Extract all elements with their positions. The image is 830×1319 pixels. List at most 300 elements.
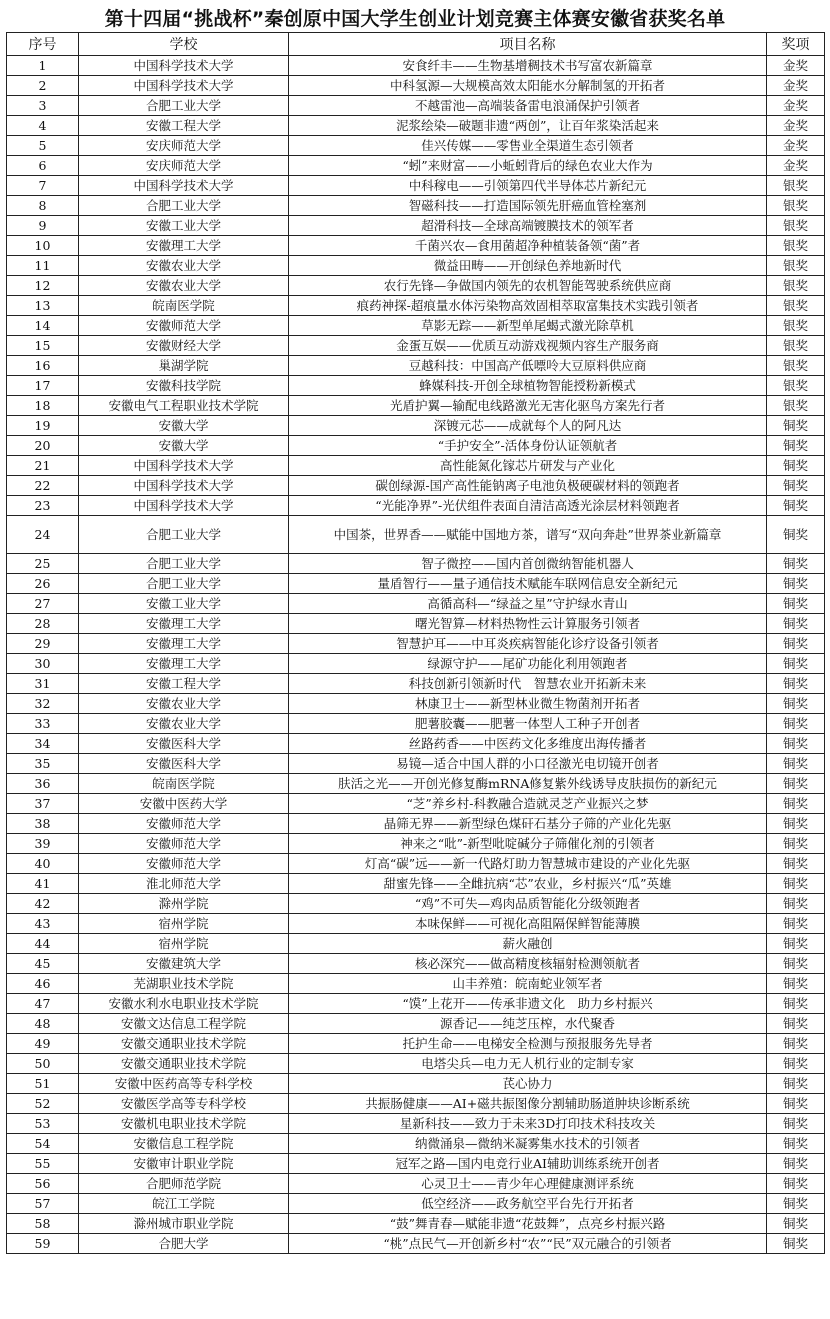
row-school-cell: 中国科学技术大学 <box>79 56 289 76</box>
row-project-cell: 托护生命——电梯安全检测与预报服务先导者 <box>289 1034 767 1054</box>
row-no-cell: 36 <box>7 774 79 794</box>
row-no-cell: 11 <box>7 256 79 276</box>
row-project-cell: 泥浆绘染—破题非遗“两创”，让百年浆染活起来 <box>289 116 767 136</box>
row-school-cell: 安徽水利水电职业技术学院 <box>79 994 289 1014</box>
row-project-cell: 佳兴传媒——零售业全渠道生态引领者 <box>289 136 767 156</box>
table-row <box>7 1134 825 1154</box>
row-school-cell: 皖南医学院 <box>79 774 289 794</box>
row-award-cell: 铜奖 <box>767 1134 825 1154</box>
row-school-cell: 安徽医科大学 <box>79 754 289 774</box>
table-row <box>7 196 825 216</box>
row-no-cell: 41 <box>7 874 79 894</box>
row-award-cell: 金奖 <box>767 136 825 156</box>
row-project-cell: 丝路药香——中医药文化多维度出海传播者 <box>289 734 767 754</box>
row-school-cell: 安徽工业大学 <box>79 216 289 236</box>
row-no-cell: 42 <box>7 894 79 914</box>
row-award-cell: 铜奖 <box>767 914 825 934</box>
row-no-cell: 13 <box>7 296 79 316</box>
row-project-cell: 高性能氮化镓芯片研发与产业化 <box>289 456 767 476</box>
row-school-cell: 安徽工程大学 <box>79 116 289 136</box>
row-project-cell: 冠军之路—国内电竞行业AI辅助训练系统开创者 <box>289 1154 767 1174</box>
row-school-cell: 安徽农业大学 <box>79 276 289 296</box>
table-row <box>7 674 825 694</box>
table-body <box>7 56 825 1254</box>
row-school-cell: 安徽工程大学 <box>79 674 289 694</box>
table-row <box>7 76 825 96</box>
row-project-cell: 科技创新引领新时代 智慧农业开拓新未来 <box>289 674 767 694</box>
table-row <box>7 714 825 734</box>
row-project-cell: 农行先锋—争做国内领先的农机智能驾驶系统供应商 <box>289 276 767 296</box>
row-project-cell: 智慧护耳——中耳炎疾病智能化诊疗设备引领者 <box>289 634 767 654</box>
row-project-cell: 芪心协力 <box>289 1074 767 1094</box>
row-no-cell: 35 <box>7 754 79 774</box>
table-row <box>7 614 825 634</box>
table-row <box>7 694 825 714</box>
row-project-cell: 星新科技——致力于未来3D打印技术科技攻关 <box>289 1114 767 1134</box>
row-school-cell: 合肥工业大学 <box>79 574 289 594</box>
table-row <box>7 1194 825 1214</box>
table-row <box>7 136 825 156</box>
table-row <box>7 654 825 674</box>
row-award-cell: 铜奖 <box>767 934 825 954</box>
table-row <box>7 834 825 854</box>
table-row <box>7 296 825 316</box>
row-no-cell: 22 <box>7 476 79 496</box>
row-no-cell: 38 <box>7 814 79 834</box>
table-row <box>7 974 825 994</box>
row-award-cell: 铜奖 <box>767 436 825 456</box>
row-award-cell: 铜奖 <box>767 874 825 894</box>
row-award-cell: 金奖 <box>767 96 825 116</box>
row-no-cell: 6 <box>7 156 79 176</box>
row-no-cell: 32 <box>7 694 79 714</box>
row-award-cell: 金奖 <box>767 76 825 96</box>
row-award-cell: 铜奖 <box>767 754 825 774</box>
row-no-cell: 8 <box>7 196 79 216</box>
row-project-cell: 金蛋互娱——优质互动游戏视频内容生产服务商 <box>289 336 767 356</box>
table-row <box>7 574 825 594</box>
row-school-cell: 安徽理工大学 <box>79 236 289 256</box>
row-project-cell: “手护安全”-活体身份认证领航者 <box>289 436 767 456</box>
row-award-cell: 银奖 <box>767 236 825 256</box>
table-row <box>7 734 825 754</box>
row-project-cell: 微益田畴——开创绿色养地新时代 <box>289 256 767 276</box>
table-row <box>7 1034 825 1054</box>
row-school-cell: 安徽师范大学 <box>79 316 289 336</box>
row-no-cell: 18 <box>7 396 79 416</box>
row-award-cell: 铜奖 <box>767 1194 825 1214</box>
row-project-cell: 智磁科技——打造国际领先肝癌血管栓塞剂 <box>289 196 767 216</box>
row-award-cell: 铜奖 <box>767 854 825 874</box>
row-project-cell: 光盾护翼—输配电线路激光无害化驱鸟方案先行者 <box>289 396 767 416</box>
row-no-cell: 34 <box>7 734 79 754</box>
row-school-cell: 滁州城市职业学院 <box>79 1214 289 1234</box>
row-no-cell: 4 <box>7 116 79 136</box>
row-project-cell: 薪火融创 <box>289 934 767 954</box>
table-row <box>7 774 825 794</box>
table-row <box>7 794 825 814</box>
row-award-cell: 铜奖 <box>767 734 825 754</box>
row-school-cell: 安徽交通职业技术学院 <box>79 1054 289 1074</box>
row-school-cell: 巢湖学院 <box>79 356 289 376</box>
row-no-cell: 30 <box>7 654 79 674</box>
row-no-cell: 49 <box>7 1034 79 1054</box>
table-row <box>7 176 825 196</box>
row-project-cell: 低空经济——政务航空平台先行开拓者 <box>289 1194 767 1214</box>
row-project-cell: “蚓”来财富——小蚯蚓背后的绿色农业大作为 <box>289 156 767 176</box>
row-no-cell: 55 <box>7 1154 79 1174</box>
row-no-cell: 25 <box>7 554 79 574</box>
row-no-cell: 28 <box>7 614 79 634</box>
row-school-cell: 安徽师范大学 <box>79 834 289 854</box>
row-school-cell: 宿州学院 <box>79 914 289 934</box>
row-school-cell: 安徽机电职业技术学院 <box>79 1114 289 1134</box>
row-no-cell: 29 <box>7 634 79 654</box>
row-project-cell: 肤活之光——开创光修复酶mRNA修复紫外线诱导皮肤损伤的新纪元 <box>289 774 767 794</box>
row-award-cell: 银奖 <box>767 376 825 396</box>
table-row <box>7 1114 825 1134</box>
row-award-cell: 银奖 <box>767 256 825 276</box>
row-school-cell: 芜湖职业技术学院 <box>79 974 289 994</box>
row-school-cell: 安徽医科大学 <box>79 734 289 754</box>
row-no-cell: 2 <box>7 76 79 96</box>
table-row <box>7 476 825 496</box>
row-award-cell: 铜奖 <box>767 554 825 574</box>
row-no-cell: 26 <box>7 574 79 594</box>
row-school-cell: 安徽科技学院 <box>79 376 289 396</box>
row-project-cell: “鼓”舞青春—赋能非遗“花鼓舞”，点亮乡村振兴路 <box>289 1214 767 1234</box>
row-school-cell: 安徽理工大学 <box>79 634 289 654</box>
row-project-cell: 源香记——纯芝压榨，水代聚香 <box>289 1014 767 1034</box>
row-no-cell: 57 <box>7 1194 79 1214</box>
row-award-cell: 铜奖 <box>767 694 825 714</box>
row-award-cell: 铜奖 <box>767 794 825 814</box>
row-project-cell: “鸡”不可失—鸡肉品质智能化分级领跑者 <box>289 894 767 914</box>
row-project-cell: 豆越科技：中国高产低嘌呤大豆原料供应商 <box>289 356 767 376</box>
row-school-cell: 安徽农业大学 <box>79 256 289 276</box>
row-no-cell: 47 <box>7 994 79 1014</box>
row-award-cell: 银奖 <box>767 216 825 236</box>
row-school-cell: 淮北师范大学 <box>79 874 289 894</box>
row-project-cell: 林康卫士——新型林业微生物菌剂开拓者 <box>289 694 767 714</box>
row-project-cell: 不越雷池—高端装备雷电浪涌保护引领者 <box>289 96 767 116</box>
row-no-cell: 46 <box>7 974 79 994</box>
table-row <box>7 994 825 1014</box>
row-no-cell: 7 <box>7 176 79 196</box>
row-award-cell: 银奖 <box>767 356 825 376</box>
row-award-cell: 金奖 <box>767 116 825 136</box>
table-row <box>7 754 825 774</box>
row-school-cell: 安徽大学 <box>79 436 289 456</box>
row-project-cell: 超滑科技—全球高端镀膜技术的领军者 <box>289 216 767 236</box>
row-project-cell: 山丰养殖：皖南蛇业领军者 <box>289 974 767 994</box>
row-school-cell: 安徽农业大学 <box>79 694 289 714</box>
table-row <box>7 236 825 256</box>
row-award-cell: 铜奖 <box>767 1034 825 1054</box>
row-award-cell: 铜奖 <box>767 1174 825 1194</box>
table-row <box>7 496 825 516</box>
table-row <box>7 256 825 276</box>
row-award-cell: 铜奖 <box>767 1114 825 1134</box>
table-row <box>7 1094 825 1114</box>
row-school-cell: 安徽建筑大学 <box>79 954 289 974</box>
row-school-cell: 安徽师范大学 <box>79 814 289 834</box>
row-award-cell: 银奖 <box>767 396 825 416</box>
row-award-cell: 铜奖 <box>767 634 825 654</box>
row-project-cell: 深镀元芯——成就每个人的阿凡达 <box>289 416 767 436</box>
table-row <box>7 554 825 574</box>
row-school-cell: 皖南医学院 <box>79 296 289 316</box>
row-award-cell: 银奖 <box>767 276 825 296</box>
table-row <box>7 516 825 554</box>
row-project-cell: “光能净界”-光伏组件表面自清洁高透光涂层材料领跑者 <box>289 496 767 516</box>
row-school-cell: 安徽大学 <box>79 416 289 436</box>
row-award-cell: 银奖 <box>767 196 825 216</box>
row-award-cell: 铜奖 <box>767 496 825 516</box>
table-row <box>7 1074 825 1094</box>
row-award-cell: 铜奖 <box>767 614 825 634</box>
row-award-cell: 铜奖 <box>767 714 825 734</box>
row-project-cell: 智子微控——国内首创微纳智能机器人 <box>289 554 767 574</box>
row-award-cell: 铜奖 <box>767 1074 825 1094</box>
row-award-cell: 铜奖 <box>767 894 825 914</box>
row-school-cell: 中国科学技术大学 <box>79 176 289 196</box>
table-row <box>7 416 825 436</box>
table-row <box>7 1174 825 1194</box>
header-award: 奖项 <box>767 33 825 56</box>
table-row <box>7 316 825 336</box>
row-school-cell: 滁州学院 <box>79 894 289 914</box>
row-project-cell: 绿源守护——尾矿功能化利用领跑者 <box>289 654 767 674</box>
row-school-cell: 安徽中医药高等专科学校 <box>79 1074 289 1094</box>
row-school-cell: 安徽医学高等专科学校 <box>79 1094 289 1114</box>
row-school-cell: 合肥大学 <box>79 1234 289 1254</box>
row-no-cell: 56 <box>7 1174 79 1194</box>
row-project-cell: 中国茶，世界香——赋能中国地方茶，谱写“双向奔赴”世界茶业新篇章 <box>289 516 767 554</box>
row-award-cell: 银奖 <box>767 316 825 336</box>
row-project-cell: 心灵卫士——青少年心理健康测评系统 <box>289 1174 767 1194</box>
table-row <box>7 1014 825 1034</box>
row-project-cell: 甜蜜先锋——全雌抗病“芯”农业，乡村振兴“瓜”英雄 <box>289 874 767 894</box>
row-award-cell: 铜奖 <box>767 994 825 1014</box>
row-no-cell: 21 <box>7 456 79 476</box>
row-project-cell: 碳创绿源-国产高性能钠离子电池负极硬碳材料的领跑者 <box>289 476 767 496</box>
row-school-cell: 安徽交通职业技术学院 <box>79 1034 289 1054</box>
row-award-cell: 铜奖 <box>767 1054 825 1074</box>
row-project-cell: 电塔尖兵—电力无人机行业的定制专家 <box>289 1054 767 1074</box>
row-school-cell: 合肥师范学院 <box>79 1174 289 1194</box>
row-school-cell: 安徽审计职业学院 <box>79 1154 289 1174</box>
row-project-cell: 核必深究——做高精度核辐射检测领航者 <box>289 954 767 974</box>
row-award-cell: 银奖 <box>767 296 825 316</box>
header-school: 学校 <box>79 33 289 56</box>
table-row <box>7 934 825 954</box>
row-award-cell: 铜奖 <box>767 516 825 554</box>
row-project-cell: 曙光智算—材料热物性云计算服务引领者 <box>289 614 767 634</box>
row-no-cell: 37 <box>7 794 79 814</box>
row-no-cell: 31 <box>7 674 79 694</box>
row-project-cell: 神来之“吡”-新型吡啶碱分子筛催化剂的引领者 <box>289 834 767 854</box>
row-award-cell: 铜奖 <box>767 416 825 436</box>
row-school-cell: 安庆师范大学 <box>79 136 289 156</box>
row-no-cell: 19 <box>7 416 79 436</box>
table-row <box>7 914 825 934</box>
row-school-cell: 宿州学院 <box>79 934 289 954</box>
header-no: 序号 <box>7 33 79 56</box>
row-school-cell: 安徽理工大学 <box>79 654 289 674</box>
table-row <box>7 436 825 456</box>
row-school-cell: 中国科学技术大学 <box>79 456 289 476</box>
row-no-cell: 23 <box>7 496 79 516</box>
row-school-cell: 安徽信息工程学院 <box>79 1134 289 1154</box>
row-project-cell: 高循高科—“绿益之星”守护绿水青山 <box>289 594 767 614</box>
award-table <box>6 32 825 1254</box>
row-project-cell: 晶筛无界——新型绿色煤矸石基分子筛的产业化先驱 <box>289 814 767 834</box>
row-award-cell: 铜奖 <box>767 594 825 614</box>
row-no-cell: 58 <box>7 1214 79 1234</box>
table-row <box>7 1214 825 1234</box>
table-row <box>7 216 825 236</box>
row-award-cell: 铜奖 <box>767 476 825 496</box>
table-row <box>7 396 825 416</box>
row-no-cell: 39 <box>7 834 79 854</box>
row-no-cell: 1 <box>7 56 79 76</box>
row-project-cell: “馍”上花开——传承非遗文化 助力乡村振兴 <box>289 994 767 1014</box>
page-title: 第十四届“挑战杯”秦创原中国大学生创业计划竞赛主体赛安徽省获奖名单 <box>104 8 726 30</box>
row-project-cell: 本味保鲜——可视化高阻隔保鲜智能薄膜 <box>289 914 767 934</box>
table-row <box>7 1054 825 1074</box>
row-no-cell: 12 <box>7 276 79 296</box>
row-no-cell: 24 <box>7 516 79 554</box>
row-project-cell: 草影无踪——新型单尾蝎式激光除草机 <box>289 316 767 336</box>
row-school-cell: 合肥工业大学 <box>79 554 289 574</box>
row-project-cell: 蜂媒科技-开创全球植物智能授粉新模式 <box>289 376 767 396</box>
row-school-cell: 安徽师范大学 <box>79 854 289 874</box>
row-award-cell: 金奖 <box>767 56 825 76</box>
row-award-cell: 铜奖 <box>767 1014 825 1034</box>
row-no-cell: 40 <box>7 854 79 874</box>
row-project-cell: 千菌兴农—食用菌超净种植装备领“菌”者 <box>289 236 767 256</box>
row-school-cell: 合肥工业大学 <box>79 96 289 116</box>
row-award-cell: 铜奖 <box>767 574 825 594</box>
row-award-cell: 铜奖 <box>767 974 825 994</box>
table-row <box>7 376 825 396</box>
row-no-cell: 52 <box>7 1094 79 1114</box>
table-row <box>7 336 825 356</box>
row-no-cell: 3 <box>7 96 79 116</box>
row-award-cell: 银奖 <box>767 336 825 356</box>
row-no-cell: 10 <box>7 236 79 256</box>
row-school-cell: 安庆师范大学 <box>79 156 289 176</box>
row-school-cell: 安徽文达信息工程学院 <box>79 1014 289 1034</box>
row-school-cell: 安徽中医药大学 <box>79 794 289 814</box>
row-award-cell: 铜奖 <box>767 1154 825 1174</box>
table-row <box>7 96 825 116</box>
row-no-cell: 33 <box>7 714 79 734</box>
row-award-cell: 金奖 <box>767 156 825 176</box>
row-award-cell: 铜奖 <box>767 814 825 834</box>
row-no-cell: 53 <box>7 1114 79 1134</box>
row-project-cell: 量盾智行——量子通信技术赋能车联网信息安全新纪元 <box>289 574 767 594</box>
table-row <box>7 894 825 914</box>
table-row <box>7 116 825 136</box>
table-row <box>7 954 825 974</box>
row-award-cell: 银奖 <box>767 176 825 196</box>
table-row <box>7 1234 825 1254</box>
row-school-cell: 安徽财经大学 <box>79 336 289 356</box>
row-award-cell: 铜奖 <box>767 954 825 974</box>
row-project-cell: “桃”点民气—开创新乡村“农”“民”双元融合的引领者 <box>289 1234 767 1254</box>
row-no-cell: 51 <box>7 1074 79 1094</box>
table-header-row <box>7 33 825 56</box>
row-award-cell: 铜奖 <box>767 654 825 674</box>
row-school-cell: 安徽农业大学 <box>79 714 289 734</box>
row-no-cell: 50 <box>7 1054 79 1074</box>
row-project-cell: 共振肠健康——AI+磁共振图像分割辅助肠道肿块诊断系统 <box>289 1094 767 1114</box>
table-row <box>7 634 825 654</box>
row-no-cell: 48 <box>7 1014 79 1034</box>
table-row <box>7 814 825 834</box>
row-project-cell: 易镜—适合中国人群的小口径激光电切镜开创者 <box>289 754 767 774</box>
row-no-cell: 43 <box>7 914 79 934</box>
row-school-cell: 皖江工学院 <box>79 1194 289 1214</box>
row-no-cell: 59 <box>7 1234 79 1254</box>
row-award-cell: 铜奖 <box>767 774 825 794</box>
row-school-cell: 中国科学技术大学 <box>79 496 289 516</box>
row-no-cell: 14 <box>7 316 79 336</box>
row-school-cell: 安徽电气工程职业技术学院 <box>79 396 289 416</box>
row-school-cell: 安徽工业大学 <box>79 594 289 614</box>
row-no-cell: 9 <box>7 216 79 236</box>
table-row <box>7 456 825 476</box>
row-no-cell: 17 <box>7 376 79 396</box>
row-no-cell: 15 <box>7 336 79 356</box>
row-no-cell: 45 <box>7 954 79 974</box>
row-project-cell: 痕药神探-超痕量水体污染物高效固相萃取富集技术实践引领者 <box>289 296 767 316</box>
table-row <box>7 854 825 874</box>
table-row <box>7 356 825 376</box>
row-school-cell: 中国科学技术大学 <box>79 476 289 496</box>
row-award-cell: 铜奖 <box>767 456 825 476</box>
row-project-cell: 纳微涌泉—微纳米凝雾集水技术的引领者 <box>289 1134 767 1154</box>
row-project-cell: 中科氢源—大规模高效太阳能水分解制氢的开拓者 <box>289 76 767 96</box>
table-row <box>7 56 825 76</box>
row-award-cell: 铜奖 <box>767 674 825 694</box>
table-row <box>7 594 825 614</box>
row-award-cell: 铜奖 <box>767 834 825 854</box>
table-row <box>7 1154 825 1174</box>
table-row <box>7 156 825 176</box>
row-award-cell: 铜奖 <box>767 1094 825 1114</box>
row-project-cell: 安食纤丰——生物基增稠技术书写富农新篇章 <box>289 56 767 76</box>
table-row <box>7 276 825 296</box>
row-award-cell: 铜奖 <box>767 1214 825 1234</box>
row-project-cell: 灯高“碳”远——新一代路灯助力智慧城市建设的产业化先驱 <box>289 854 767 874</box>
row-school-cell: 中国科学技术大学 <box>79 76 289 96</box>
row-project-cell: 肥薯胶囊——肥薯一体型人工种子开创者 <box>289 714 767 734</box>
header-project: 项目名称 <box>289 33 767 56</box>
row-school-cell: 安徽理工大学 <box>79 614 289 634</box>
row-project-cell: 中科稼电——引领第四代半导体芯片新纪元 <box>289 176 767 196</box>
row-school-cell: 合肥工业大学 <box>79 196 289 216</box>
row-no-cell: 5 <box>7 136 79 156</box>
row-no-cell: 54 <box>7 1134 79 1154</box>
row-no-cell: 44 <box>7 934 79 954</box>
row-school-cell: 合肥工业大学 <box>79 516 289 554</box>
row-project-cell: “芝”养乡村-科教融合造就灵芝产业振兴之梦 <box>289 794 767 814</box>
row-no-cell: 27 <box>7 594 79 614</box>
row-no-cell: 16 <box>7 356 79 376</box>
